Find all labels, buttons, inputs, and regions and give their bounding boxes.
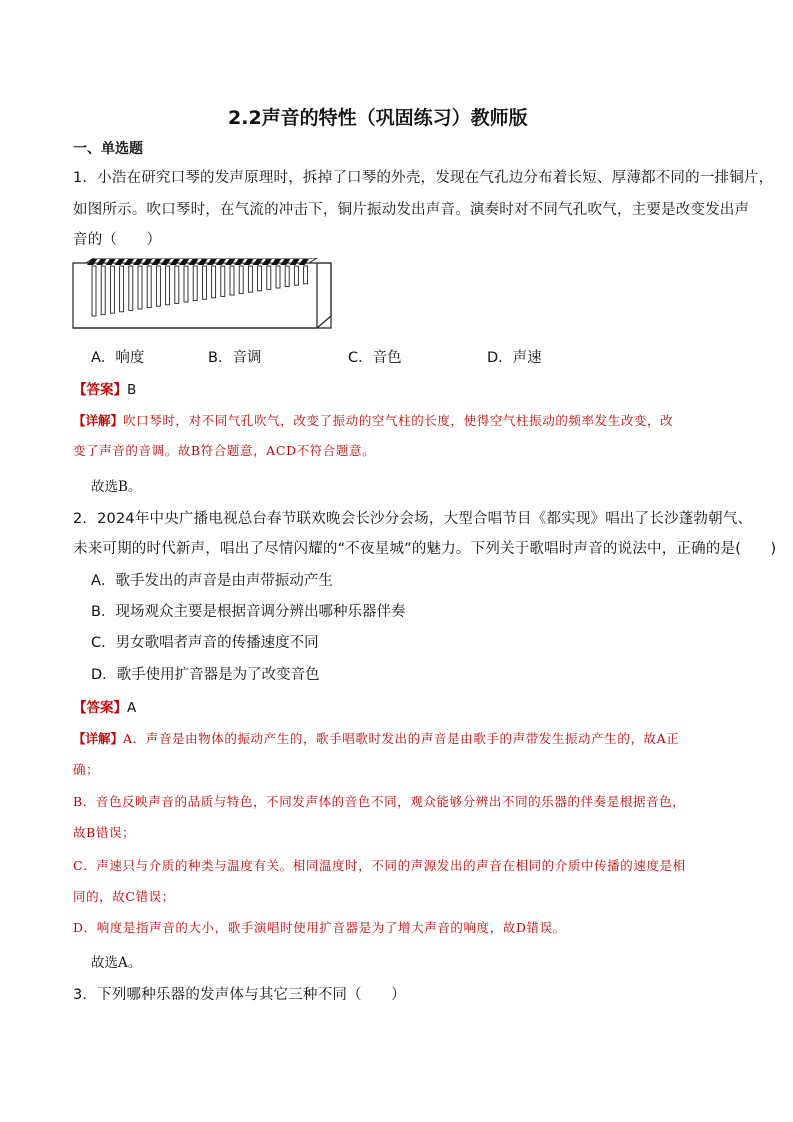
q3-line: 3．下列哪种乐器的发声体与其它三种不同（ ）: [73, 987, 406, 1003]
q2-explain-line-2: 确；: [73, 762, 100, 777]
reed: [221, 266, 225, 296]
answer-tag: 【答案】: [73, 382, 127, 398]
q2-conclusion: 故选A。: [91, 955, 142, 971]
explain-text: 吹口琴时，对不同气孔吹气，改变了振动的空气柱的长度，使得空气柱振动的频率发生改变，改: [123, 413, 674, 428]
page-title: 2.2声音的特性（巩固练习）教师版: [228, 107, 528, 129]
reed: [138, 266, 142, 309]
q2-explain-line-1: [73, 729, 679, 747]
q2-explain-line-7: D．响度是指声音的大小，歌手演唱时使用扩音器是为了增大声音的响度，故D错误。: [73, 920, 566, 935]
q1-option-c[interactable]: C．音色: [348, 350, 402, 366]
q1-answer: [73, 378, 136, 398]
q2-line-2: 未来可期的时代新声，唱出了尽情闪耀的“不夜星城”的魅力。下列关于歌唱时声音的说法中，正确的是( ): [73, 541, 777, 557]
reed: [175, 266, 179, 303]
q2-option-b[interactable]: B．现场观众主要是根据音调分辨出哪种乐器伴奏: [91, 604, 406, 620]
reed: [212, 266, 216, 298]
reed: [258, 266, 262, 291]
reed: [110, 266, 114, 313]
reed: [166, 266, 170, 305]
q2-explain-line-5: C．声速只与介质的种类与温度有关。相同温度时，不同的声源发出的声音在相同的介质中传播的速度是相: [73, 858, 686, 873]
q2-line-1: 2．2024年中央广播电视总台春节联欢晚会长沙分会场，大型合唱节目《都实现》唱出了长沙蓬勃朝气、: [73, 511, 753, 527]
reed: [92, 266, 96, 316]
section-heading: 一、单选题: [73, 141, 143, 157]
reed: [304, 266, 308, 284]
reed: [294, 266, 298, 285]
q1-conclusion: 故选B。: [91, 479, 142, 495]
q2-option-d[interactable]: D．歌手使用扩音器是为了改变音色: [91, 667, 320, 683]
q1-option-b[interactable]: B．音调: [208, 350, 262, 366]
harmonica-reed-figure: [72, 258, 334, 332]
reed: [193, 266, 197, 301]
reed: [230, 266, 234, 295]
reed: [202, 266, 206, 299]
q2-answer: [73, 696, 136, 716]
q1-explain-line-1: [73, 411, 673, 429]
answer-value: A: [127, 700, 137, 716]
reed: [276, 266, 280, 288]
q1-option-a[interactable]: A．响度: [91, 350, 145, 366]
answer-value: B: [127, 382, 137, 398]
q2-explain-line-3: B．音色反映声音的品质与特色，不同发声体的音色不同，观众能够分辨出不同的乐器的伴奏是根据音色，: [73, 794, 686, 809]
q1-line-2: 如图所示。吹口琴时，在气流的冲击下，铜片振动发出声音。演奏时对不同气孔吹气，主要是改变发出声: [73, 202, 750, 218]
q1-explain-line-2: 变了声音的音调。故B符合题意，ACD不符合题意。: [73, 443, 376, 458]
explain-tag: 【详解】: [73, 413, 124, 428]
reed: [129, 266, 133, 310]
answer-tag: 【答案】: [73, 700, 127, 716]
reed: [184, 266, 188, 302]
q2-option-c[interactable]: C．男女歌唱者声音的传播速度不同: [91, 635, 319, 651]
q1-line-1: 1．小浩在研究口琴的发声原理时，拆掉了口琴的外壳，发现在气孔边分布着长短、厚薄都不同的一排铜片，: [73, 170, 774, 186]
reed-row: [87, 259, 309, 316]
reed: [156, 266, 160, 306]
q2-explain-line-4: 故B错误；: [73, 825, 136, 840]
explain-text: A．声音是由物体的振动产生的，歌手唱歌时发出的声音是由歌手的声带发生振动产生的，故A正: [123, 731, 680, 746]
reed: [120, 266, 124, 312]
reed: [248, 266, 252, 292]
reed: [239, 266, 243, 294]
q1-line-3: 音的（ ）: [73, 232, 162, 248]
reed: [267, 266, 271, 289]
q2-option-a[interactable]: A．歌手发出的声音是由声带振动产生: [91, 573, 333, 589]
reed: [101, 266, 105, 315]
reed: [147, 266, 151, 308]
explain-tag: 【详解】: [73, 731, 124, 746]
reed: [285, 266, 289, 287]
q1-option-d[interactable]: D．声速: [487, 350, 542, 366]
q2-explain-line-6: 同的，故C错误；: [73, 889, 175, 904]
